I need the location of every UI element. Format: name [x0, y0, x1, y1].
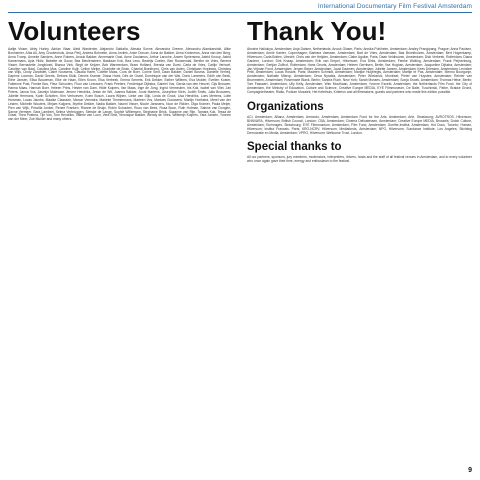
volunteers-heading: Volunteers: [8, 18, 141, 46]
special-thanks-list: All our partners, sponsors, jury members, moderators, interpreters, drivers, hosts and the staff of all festival venues in Amsterdam, and to every volunteer who once again gave their time, energy and enthusiasm to the festival.: [247, 155, 472, 164]
festival-header: International Documentary Film Festival Amsterdam: [317, 3, 472, 10]
header-rule: [8, 12, 472, 13]
thanks-column: [247, 18, 472, 470]
volunteers-column: [8, 18, 231, 470]
organizations-heading: Organizations: [247, 100, 324, 113]
organizations-list: ACI, Amsterdam; Allianz, Amsterdam; Ammodo, Amsterdam; Amsterdam Fund for the Arts, Amsterdam; Arte, Strasbourg; AVROTROS, Hilversum; BNNVARA, Hilversum; British Council, London; CBA, Amsterdam; Cinema Delicatessen, Amsterdam; Creative Europe MEDIA, Brussels; Dutch Culture, Amsterdam; Eurimages, Strasbourg; EYE Filmmuseum, Amsterdam; Film Fund, Amsterdam; Goethe-Institut, Amsterdam; Hot Docs, Toronto; Human, Hilversum; Institut Francais, Paris; KRO-NCRV, Hilversum; Mediafonds, Amsterdam; NPO, Hilversum; Sundance Institute, Los Angeles; Stichting Democratie en Media, Amsterdam; VPRO, Hilversum; Wellcome Trust, London.: [247, 114, 472, 135]
page-number: 9: [468, 467, 472, 474]
special-thanks-heading: Special thanks to: [247, 141, 342, 154]
thanks-heading: Thank You!: [247, 18, 387, 46]
volunteers-list: Aaltje Visser, Abby Hurley, Adrian Vlaar, Aleid Wardenier, Alejandro Saldaña, Alessia Sonne, Alexandra Greene, Alexandru Alamkarsinkt, Alike Bonhemier, Ahla Ali, Amy Grootenhuis, Anca Pleij, Andrea Bohneke, Anna Jezilek, Anke Dorcan, Anna de Bakker, Anna Knotnerus, Anna van den Berg, Anna Tromp, Anneke Sanders, Anne Robers, Anouk Bakker, Annemarie Oost, Anne Doulamus, Arthur Laroche, Arwen Spriensma, Astrid Knoop, Astrid Kamermans, Ayla Yildiz, Babette de Gouw, Bas Meulensteen, Bastiaan Kok, Bea Leus, Beatrijs Coelen, Ben Rouwendal, Benthe de Vries, Berend Visser, Bernadette Jongbloed, Bianca Vink, Birgit de Keijzer, Bob Warmerdam, Bram Hofland, Brenda van Dorst, Carla de Vries, Carlijn Verhoef, Carolien van Baal, Carolina Mos, Caroline Kuijt, Celine Meijer, Charlotte de Bruin, Chantal Boekhorst, Chris van Asten, Christiaan Hoekstra, Christina van Wijk, Cindy Zandvliet, Claire Nouwens, Claudia Harte, Colette Maas, Cora de Boer, Corine Smit, Daan Bakker, Daniel Bosma, Danielle Verheij, Daphne Looman, David Geerts, Debora Stolk, Dennis Kramer, Diana Hoek, Dirk de Graaf, Dominique van der Wal, Doris Lammers, Edith van Beek, Eline Jansen, Elisa Bouwman, Elke de Haan, Ellen Kroon, Elsa Verbeek, Emma Smeets, Erik Dekker, Esther Willems, Eva Mulder, Evelien Koster, Fabienne Post, Femke Bos, Fleur Schouten, Floor van Leeuwen, Frank Peeters, Frederique Dijkstra, Gabriel Vos, Gerda van den Heuvel, Gijs Brouwer, Hanna Maas, Hannah Boer, Heleen Prins, Hester van Dam, Hilde Kuipers, Ilse Maas, Inge de Jong, Ingrid Vermeulen, Iris Kok, Isabel van Vliet, Jan Peters, Janna Vos, Jasmijn Molenaar, Jeroen Hendriks, Jesse de Wit, Joanna Bakker, Joost Martens, Josephine Klein, Judith Smits, Julia Brouwers, Juliette Hermans, Karin Scholten, Kim Verhoeven, Koen Bosch, Laura Wijnen, Lieke van Dijk, Linda de Groot, Lisa Hendriks, Loes Mertens, Lotte Huisman, Lucas Jacobs, Maaike Claassen, Manon Veenstra, Marieke Timmermans, Marleen Vos, Marloes Goossens, Martijn Hoekstra, Merel van der Linden, Michelle Wouters, Mirjam Kuijpers, Myrthe Dekker, Nadia Bakker, Naomi Visser, Nicole Janssens, Noor de Ridder, Olga Kramer, Paula Meijer, Pien van Wijk, Priscilla Jonker, Renee Franken, Rianne de Bruijn, Robin Schouten, Roos van Beek, Rosa Boon, Ruth Hofman, Sabine van Dongen, Sanne Vermeer, Sara Lambert, Selma Verbruggen, Sietske de Lange, Sophie Willemsen, Stephanie Brink, Suzanne van Rijn, Tamara Kok, Tessa de Graaf, Thea Postma, Tijn Vos, Tom Hendriks, Valerie van Loon, Vera Smit, Veronique Bakker, Wendy de Vries, Willemijn Kuipers, Yara Jansen, Yvonne van der Meer, Zoe Mulder and many others.: [8, 47, 231, 122]
thanks-list: Abushe Hailuluya, Amsterdam; Anja Dalsen, Netherlands; Anouk Glaser, Paris; Annika Pohlheim, Amsterdam; Ansley Prangipang, Prague; Anna Paulsen, Amsterdam; Annie Kaeter, Copenhagen; Barbara Vaessen, Amsterdam; Bart de Vries, Amsterdam; Bas Broekhuizen, Amsterdam; Bert Hogenkamp, Hilversum; Carla Bolten, Utrecht; Chris van der Heijden, Amsterdam; Claire Aguilar, Paris; Daan Veldhuizen, Amsterdam; Dick Verbeek, Rotterdam; Diana Gardner, London; Dirk Knaap, Amsterdam; Erik van Empel, Hilversum; Eva Dirks, Amsterdam; Femke Wolting, Amsterdam; Frank Peijnenburg, Amsterdam; Gertjan Zuilhof, Rotterdam; Hans Geurts, Amsterdam; Heleen Gerritsen, Berlin; Ilse Hughan, Amsterdam; Jacqueline Dijkstra, Amsterdam; Jan Vrijman Fund, Amsterdam; Jeroen Beker, Amsterdam; Joost Daamen, Amsterdam; Juliette Jansen, Amsterdam; Kees Driessen, Amsterdam; Leontine Petit, Amsterdam; Lucas Rosant, Paris; Maarten Schmidt, Amsterdam; Marijke Huijbregts, Amsterdam; Martijn te Pas, Amsterdam; Menno Bourgonje, Amsterdam; Nathalie Mierop, Amsterdam; Orwa Nyrabia, Amsterdam; Peter Wintonick, Montreal; Pieter van Huystee, Amsterdam; Reinier van Brummelen, Amsterdam; Rosemarie Blank, Berlin; Sandra Ruch, New York; Sarah Mosses, Amsterdam; Sonja Snoek, Amsterdam; Thomas Heise, Berlin; Tom Fassaert, Amsterdam; Ully Kelly, Amsterdam; Wim Mouthaan, Amsterdam; Yvonne Esveld, Amsterdam; the Netherlands Film Fund, the City of Amsterdam, the Ministry of Education, Culture and Science, Creative Europe MEDIA, EYE Filmmuseum, De Balie, Tuschinski, Pathe, Brakke Grond, Compagnietheater, Rialto, Podium Mozaiek, Het Ketelhuis, Kriterion and all filmmakers, guests and partners who made this edition possible.: [247, 47, 472, 94]
